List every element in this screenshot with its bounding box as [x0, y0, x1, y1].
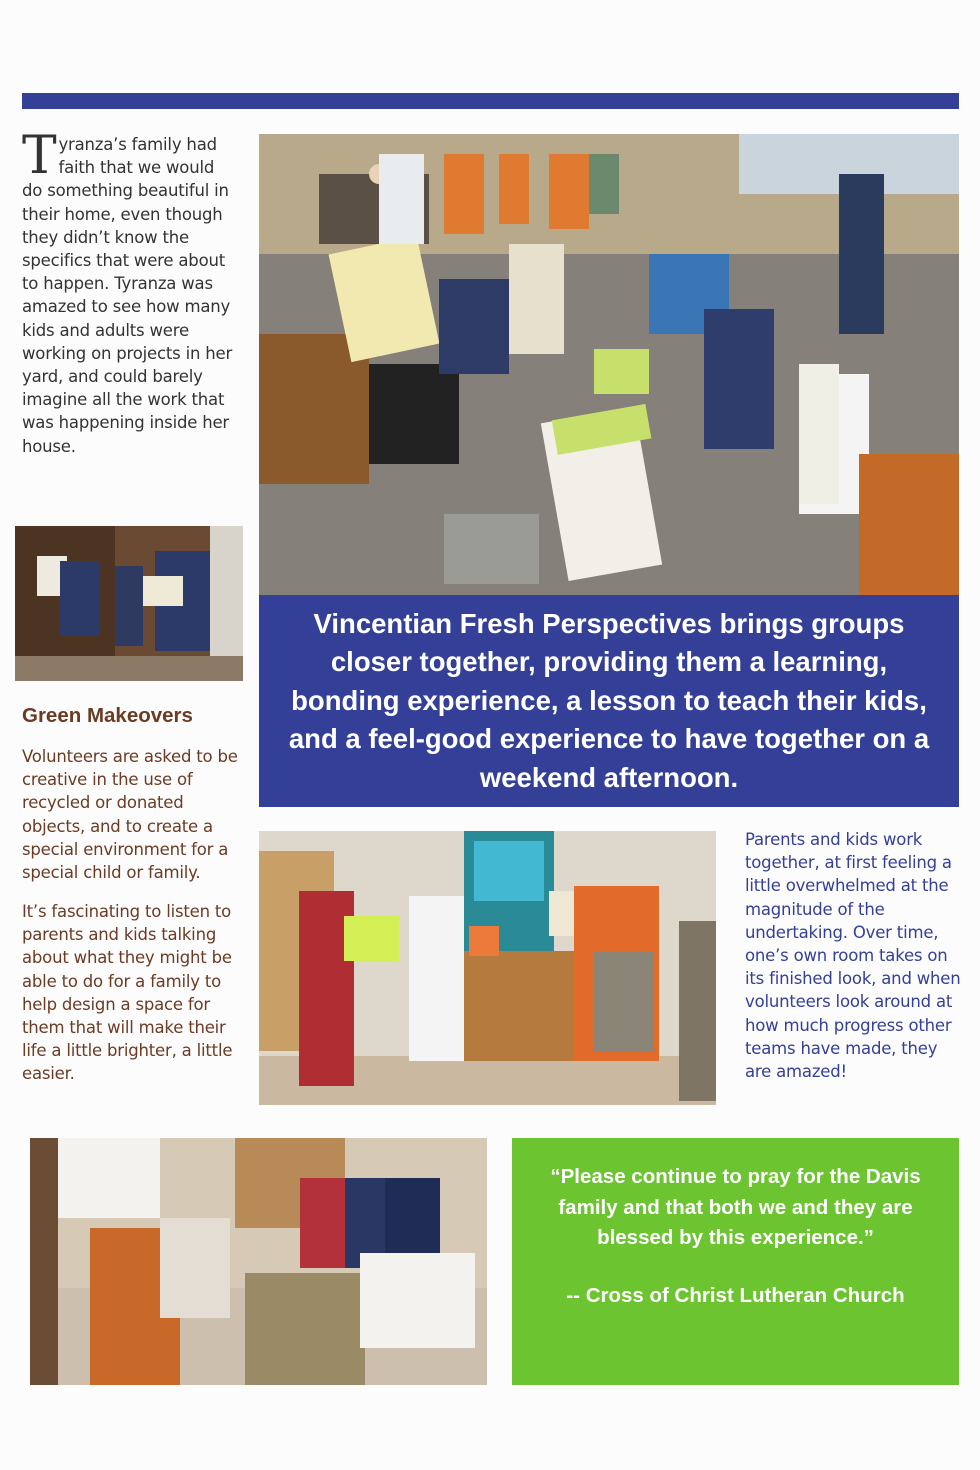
quote-box — [512, 1138, 959, 1385]
green-makeovers-text-2: It’s fascinating to listen to parents and kids talking about what they might be able to do for a family to help design a space for them that will make their life a little brighter, a little easier. — [22, 902, 233, 1084]
green-makeovers-paragraph-1 — [22, 745, 238, 884]
room-decorating-photo — [259, 831, 716, 1105]
header-rule — [22, 93, 959, 109]
callout-box — [259, 595, 959, 807]
intro-text: yranza’s family had faith that we would do something beautiful in their home, even though they didn’t know the specifics that were about to happen. Tyranza was amazed to see how many kids and adults were working on projects in her yard, and could barely imagine all the work that was happening inside her house. — [22, 135, 233, 456]
intro-paragraph — [22, 126, 234, 458]
callout-text: Vincentian Fresh Perspectives brings groups closer together, providing them a learning, bonding experience, a lesson to teach their kids, and a feel-good experience to have together on a weekend afternoon. — [288, 607, 930, 793]
drop-cap: T — [22, 126, 57, 186]
yard-workshop-photo — [259, 134, 959, 595]
quote-text: “Please continue to pray for the Davis family and that both we and they are blessed by this experience.” — [550, 1165, 921, 1249]
quote-attribution: -- Cross of Christ Lutheran Church — [566, 1283, 905, 1307]
painting-wall-photo — [15, 526, 243, 681]
side-paragraph — [745, 828, 961, 1083]
side-text: Parents and kids work together, at first feeling a little overwhelmed at the magnitude of the undertaking. Over time, one’s own room takes on its finished look, and when volunteers look around at how much progress other teams have made, they are amazed! — [745, 830, 961, 1082]
table-crafting-photo — [30, 1138, 487, 1385]
green-makeovers-heading: Green Makeovers — [22, 704, 193, 727]
green-makeovers-paragraph-2 — [22, 900, 238, 1086]
green-makeovers-text-1: Volunteers are asked to be creative in the use of recycled or donated objects, and to create a special environment for a special child or family. — [22, 747, 238, 883]
